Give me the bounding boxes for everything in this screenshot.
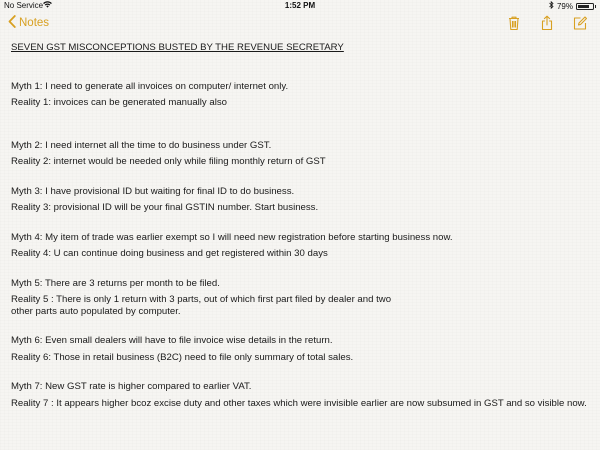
myth-text: Myth 3: I have provisional ID but waiting for final ID to do business. [11, 185, 295, 197]
status-right [549, 1, 594, 11]
battery-percent: 79% [556, 1, 573, 11]
reality-text: Reality 1: invoices can be generated manually also [11, 97, 227, 108]
share-icon[interactable] [539, 15, 555, 31]
reality-text: Reality 7 : It appears higher bcoz excise duty and other taxes which were invisible earlier are now subsumed in GST and so visible now. [11, 397, 587, 409]
navigation-bar [0, 13, 600, 35]
reality-text: Reality 3: provisional ID will be your final GSTIN number. Start business. [11, 202, 319, 213]
clock: 1:52 PM [284, 1, 316, 10]
reality-text: Reality 5 : There is only 1 return with 3 parts, out of which first part filed by dealer and two other parts auto populated by computer. [11, 294, 392, 317]
myth-reality-pair [11, 335, 592, 363]
myth-reality-pair [11, 278, 592, 318]
reality-text: Reality 2: internet would be needed only while filing monthly return of GST [11, 156, 326, 167]
myth-reality-pair [11, 140, 592, 168]
myth-reality-pair [11, 186, 592, 214]
carrier-label: No Service [4, 1, 44, 10]
myth-reality-pair [11, 81, 592, 109]
battery-icon [576, 3, 594, 10]
reality-text: Reality 4: U can continue doing business and get registered within 30 days [11, 248, 328, 259]
status-bar [0, 0, 600, 12]
back-label: Notes [19, 17, 50, 29]
reality-text: Reality 6: Those in retail business (B2C) need to file only summary of total sales. [11, 351, 354, 363]
myth-text: Myth 7: New GST rate is higher compared to earlier VAT. [11, 381, 252, 392]
bluetooth-icon [549, 1, 554, 11]
note-title: SEVEN GST MISCONCEPTIONS BUSTED BY THE REVENUE SECRETARY [11, 42, 344, 53]
myth-text: Myth 1: I need to generate all invoices on computer/ internet only. [11, 80, 289, 92]
myth-text: Myth 4: My item of trade was earlier exempt so I will need new registration before starting business now. [11, 231, 453, 243]
myth-text: Myth 5: There are 3 returns per month to be filed. [11, 277, 220, 289]
myth-text: Myth 6: Even small dealers will have to file invoice wise details in the return. [11, 335, 333, 346]
trash-icon[interactable] [506, 15, 522, 31]
myth-reality-pair [11, 381, 592, 409]
back-to-notes-button[interactable] [8, 15, 49, 31]
chevron-left-icon [8, 15, 16, 31]
myth-reality-pair [11, 232, 592, 260]
battery-fill [578, 5, 589, 8]
note-body[interactable] [11, 42, 592, 409]
myth-text: Myth 2: I need internet all the time to do business under GST. [11, 139, 272, 151]
compose-icon[interactable] [572, 15, 588, 31]
